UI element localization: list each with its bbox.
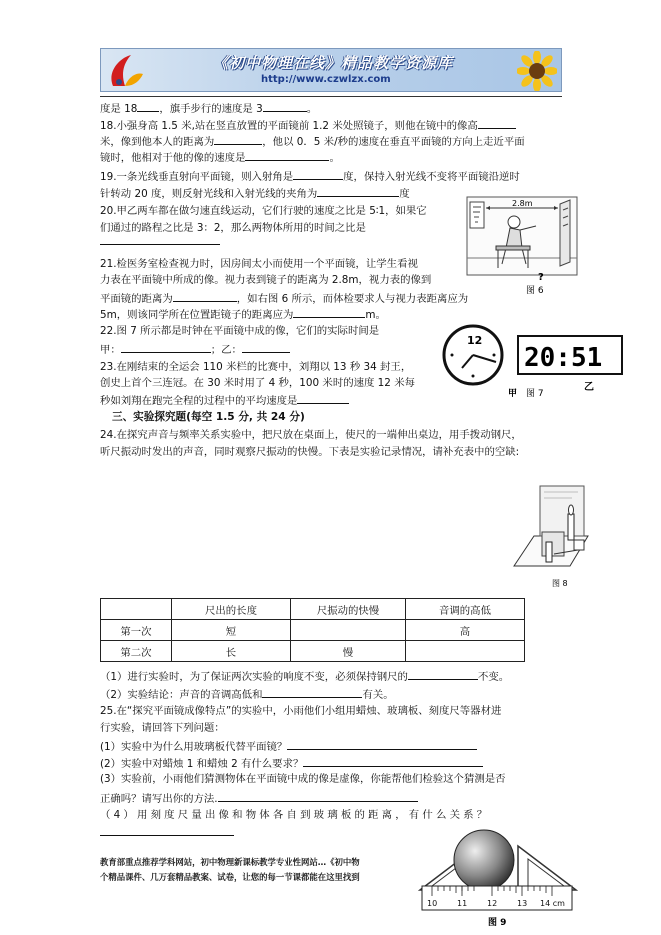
table-header-cell: [101, 599, 172, 620]
clock-12-label: 12: [467, 334, 483, 347]
table-header-cell: 尺振动的快慢: [291, 599, 406, 620]
q25-sub-3: (3）实验前，小雨他们猜测物体在平面镜中成的像是虚像，你能帮他们检验这个猜测是否: [100, 773, 506, 785]
q17-line: 度是 18 ，旗手步行的速度是 3 。: [100, 100, 570, 116]
table-cell: [406, 641, 525, 662]
q25-sub-1: (1）实验中为什么用玻璃板代替平面镜？: [100, 738, 570, 754]
fig7-jia: 甲: [508, 389, 518, 399]
figure-8-candle-setup: [512, 480, 590, 590]
table-cell: 第二次: [101, 641, 172, 662]
q25-sub-3b: 正确吗？请写出你的方法.: [100, 790, 570, 806]
banner-title: 《初中物理在线》精品教学资源库: [213, 54, 454, 72]
ruler-tick-label: 12: [487, 899, 498, 908]
q23-line-3: 秒如刘翔在跑完全程的过程中的平均速度是: [100, 392, 480, 408]
table-cell: 长: [172, 641, 291, 662]
section-3-heading: 三、实验探究题(每空 1.5 分, 共 24 分): [112, 411, 305, 423]
q23-line-2: 创史上首个三连冠。在 30 米时用了 4 秒，100 米时的速度 12 米每: [100, 377, 415, 389]
table-cell: 第一次: [101, 620, 172, 641]
fig8-caption: 图 8: [552, 579, 568, 588]
fig7-digital-display: 20:51: [524, 343, 603, 373]
q19-line-2: 针转动 20 度，则反射光线和入射光线的夹角为 度: [100, 185, 570, 201]
table-cell: 短: [172, 620, 291, 641]
q21-line-1: 21.检医务室检查视力时，因房间太小而使用一个平面镜，让学生看视: [100, 258, 418, 270]
ruler-tick-label: 13: [517, 899, 528, 908]
fig9-caption: 图 9: [488, 918, 507, 928]
fig6-question-mark: ?: [538, 272, 544, 283]
experiment-table: [100, 598, 525, 662]
table-cell: 高: [406, 620, 525, 641]
q18-line-2: 米，像到他本人的距离为 ，他以 0．5 米/秒的速度在垂直平面镜的方向上走近平面: [100, 133, 570, 149]
q25-sub-2: (2）实验中对蜡烛 1 和蜡烛 2 有什么要求？: [100, 755, 570, 771]
q24-line-1: 24.在探究声音与频率关系实验中，把尺放在桌面上，使尺的一端伸出桌边，用手拨动钢尺，: [100, 429, 522, 441]
q21-line-4: 5m，则该同学所在位置距镜子的距离应为 m。: [100, 306, 480, 322]
table-header-cell: 音调的高低: [406, 599, 525, 620]
sunflower-icon: [517, 51, 557, 91]
q25-line-2: 行实验，请回答下列问题：: [100, 722, 225, 734]
q21-line-2: 力表在平面镜中所成的像。视力表到镜子的距离为 2.8m，视力表的像到: [100, 274, 432, 286]
q25-line-1: 25.在“探究平面镜成像特点”的实验中，小雨他们小组用蜡烛、玻璃板、刻度尺等器材进: [100, 705, 502, 717]
q20-answer-blank: [100, 244, 220, 245]
table-cell: [291, 620, 406, 641]
ruler-tick-label: 10: [427, 899, 438, 908]
fig7-yi: 乙: [584, 382, 594, 393]
q20-line-2: 们通过的路程之比是 3：2，那么两物体所用的时间之比是: [100, 222, 366, 234]
q18-line-1: 18.小强身高 1.5 米,站在竖直放置的平面镜前 1.2 米处照镜子，则他在镜中的像高: [100, 117, 570, 133]
header-banner: [100, 48, 562, 92]
q22-line-2: 甲： ；乙：: [100, 341, 480, 357]
q22-line-1: 22.图 7 所示都是时钟在平面镜中成的像，它们的实际时间是: [100, 325, 380, 337]
fig6-caption: 图 6: [526, 286, 544, 296]
q20-line-1: 20.甲乙两车都在做匀速直线运动，它们行驶的速度之比是 5∶1，如果它: [100, 205, 427, 217]
table-row: [101, 641, 525, 662]
q24-line-2: 听尺振动时发出的声音，同时观察尺振动的快慢。下表是实验记录情况，请补充表中的空缺:: [100, 446, 520, 458]
q21-line-3: 平面镜的距离为 ，如右图 6 所示，而体检要求人与视力表距离应为: [100, 290, 480, 306]
footer-line-2: 个精品课件、几万套精品教案、试卷，让您的每一节课都能在这里找到: [100, 872, 360, 882]
banner-url[interactable]: http://www.czwlzx.com: [261, 74, 391, 85]
q24-sub-2: （2）实验结论：声音的音调高低和 有关。: [100, 686, 570, 702]
ruler-tick-label: 14 cm: [540, 899, 565, 908]
q25-sub-4: （4）用刻度尺量出像和物体各自到玻璃板的距离，有什么关系？: [100, 809, 491, 821]
figure-9-ruler-ball: [418, 826, 578, 932]
footer-rule: [100, 835, 234, 836]
site-logo-icon: [105, 52, 145, 90]
fig6-distance-label: 2.8m: [512, 199, 533, 208]
table-row: [101, 620, 525, 641]
footer-line-1: 教育部重点推荐学科网站，初中物理新课标教学专业性网站…《初中物: [100, 857, 360, 867]
q23-line-1: 23.在刚结束的全运会 110 米栏的比赛中，刘翔以 13 秒 34 封王，: [100, 361, 412, 373]
fig7-caption: 图 7: [526, 389, 544, 399]
header-rule: [100, 96, 562, 97]
table-header-row: [101, 599, 525, 620]
ruler-tick-label: 11: [457, 899, 468, 908]
table-header-cell: 尺出的长度: [172, 599, 291, 620]
q24-sub-1: （1）进行实验时，为了保证两次实验的响度不变，必须保持钢尺的 不变。: [100, 668, 570, 684]
q18-line-3: 镜时，他相对于他的像的速度是 。: [100, 149, 570, 165]
figure-6-eye-test: [466, 196, 590, 296]
q19-line-1: 19.一条光线垂直射向平面镜，则入射角是 度，保持入射光线不变将平面镜沿逆时: [100, 168, 570, 184]
table-cell: 慢: [291, 641, 406, 662]
